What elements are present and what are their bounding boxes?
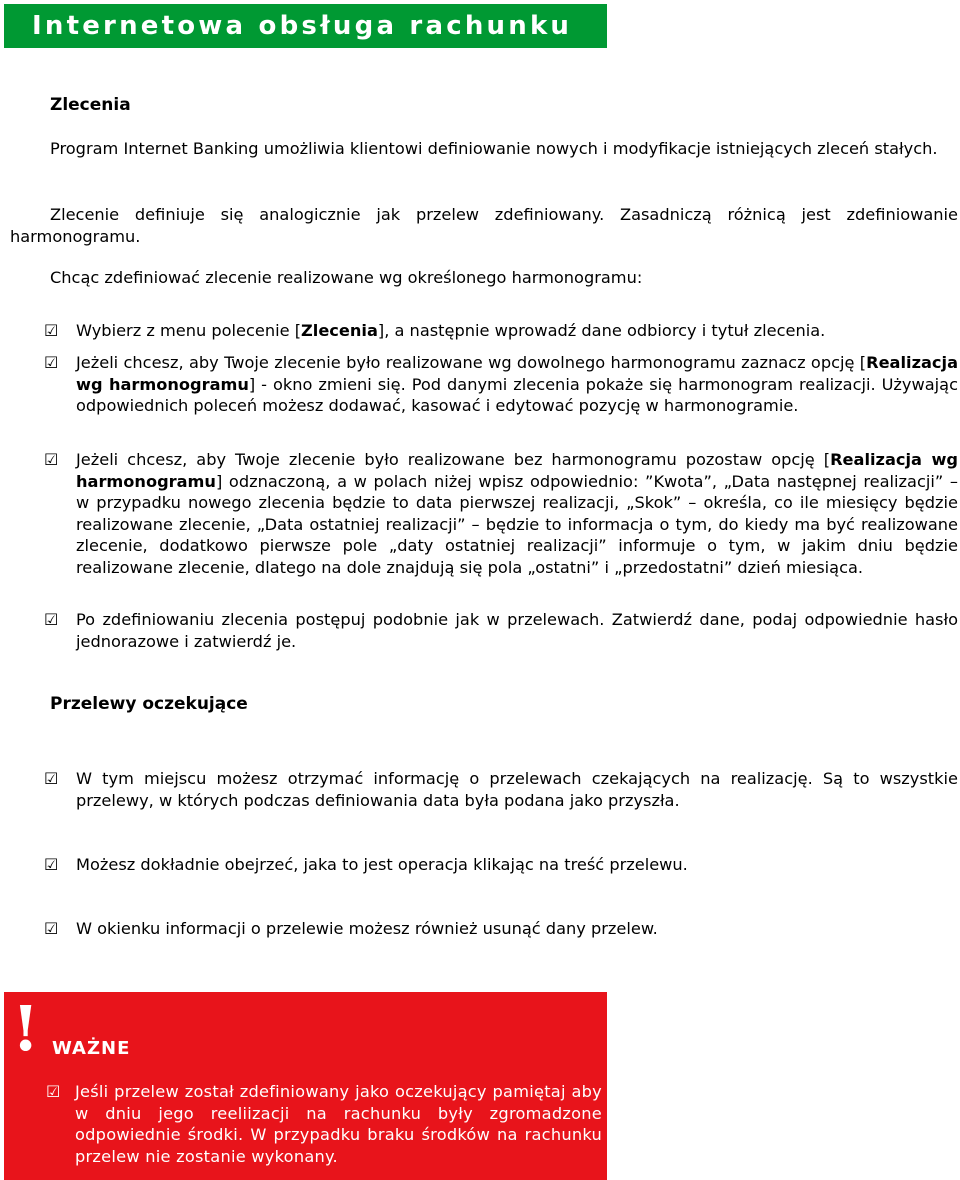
checkbox-icon: ☑ bbox=[44, 919, 59, 938]
section-heading-przelewy: Przelewy oczekujące bbox=[50, 694, 248, 714]
list-item: Po zdefiniowaniu zlecenia postępuj podobnie jak w przelewach. Zatwierdź dane, podaj odpowiednie hasło jednorazowe i zatwierdź je. bbox=[76, 610, 958, 651]
intro-paragraph-2: Zlecenie definiuje się analogicznie jak przelew zdefiniowany. Zasadniczą różnicą jest zdefiniowanie harmonogramu. bbox=[10, 205, 958, 246]
menu-option-name: Zlecenia bbox=[301, 321, 378, 340]
checkbox-icon: ☑ bbox=[44, 769, 59, 788]
checkbox-icon: ☑ bbox=[44, 855, 59, 874]
checkbox-icon: ☑ bbox=[44, 321, 59, 340]
list-item bbox=[76, 320, 958, 342]
page-title: Internetowa obsługa rachunku bbox=[32, 11, 573, 41]
important-notice-box bbox=[4, 992, 607, 1180]
option-name: Realizacja wg harmonogramu bbox=[76, 353, 958, 394]
list-item-text: Jeżeli chcesz, aby Twoje zlecenie było realizowane bez harmonogramu pozostaw opcję [ bbox=[76, 450, 831, 469]
exclamation-icon: ! bbox=[12, 992, 40, 1065]
checkbox-icon: ☑ bbox=[46, 1082, 61, 1101]
list-item: Możesz dokładnie obejrzeć, jaka to jest operacja klikając na treść przelewu. bbox=[76, 855, 688, 874]
section-heading-zlecenia: Zlecenia bbox=[50, 95, 131, 115]
list-item-text: Jeżeli chcesz, aby Twoje zlecenie było realizowane wg dowolnego harmonogramu zaznacz opcję [ bbox=[76, 353, 867, 372]
intro-paragraph-3: Chcąc zdefiniować zlecenie realizowane wg określonego harmonogramu: bbox=[50, 268, 643, 287]
checkbox-icon: ☑ bbox=[44, 450, 59, 469]
list-item: W okienku informacji o przelewie możesz również usunąć dany przelew. bbox=[76, 919, 658, 938]
list-item-text: ] odznaczoną, a w polach niżej wpisz odpowiednio: ”Kwota”, „Data następnej realizacji” – w przypadku nowego zlecenia będzie to data pierwszej realizacji, „Skok” – określa, co ile miesięcy będzie realizowane zlecenie, „Data ostatniej realizacji” – będzie to informacja o tym, do kiedy ma być realizowane zlecenie, dodatkowo pierwsze pole „daty ostatniej realizacji” informuje o tym, w jakim dniu będzie realizowane zlecenie, dlatego na dole znajdują się pola „ostatni” i „przedostatni” dzień miesiąca. bbox=[76, 471, 958, 577]
notice-text: Jeśli przelew został zdefiniowany jako oczekujący pamiętaj aby w dniu jego reeliizacji na rachunku były zgromadzone odpowiednie środki. W przypadku braku środków na rachunku przelew nie zostanie wykonany. bbox=[75, 1082, 602, 1166]
checkbox-icon: ☑ bbox=[44, 610, 59, 629]
list-item-text: Wybierz z menu polecenie [ bbox=[76, 321, 302, 340]
list-item-text: ], a następnie wprowadź dane odbiorcy i tytuł zlecenia. bbox=[377, 321, 826, 340]
intro-paragraph-1: Program Internet Banking umożliwia klientowi definiowanie nowych i modyfikacje istniejących zleceń stałych. bbox=[50, 139, 938, 158]
notice-title: WAŻNE bbox=[52, 1038, 131, 1059]
list-item-text: ] - okno zmieni się. Pod danymi zlecenia pokaże się harmonogram realizacji. Używając odpowiednich poleceń możesz dodawać, kasować i edytować pozycję w harmonogramie. bbox=[76, 374, 958, 415]
checkbox-icon: ☑ bbox=[44, 353, 59, 372]
list-item bbox=[76, 352, 958, 417]
list-item bbox=[76, 449, 958, 578]
option-name: Realizacja wg harmonogramu bbox=[76, 450, 958, 491]
list-item: W tym miejscu możesz otrzymać informację o przelewach czekających na realizację. Są to wszystkie przelewy, w których podczas definiowania data była podana jako przyszła. bbox=[76, 769, 958, 810]
page-title-banner bbox=[4, 4, 607, 48]
